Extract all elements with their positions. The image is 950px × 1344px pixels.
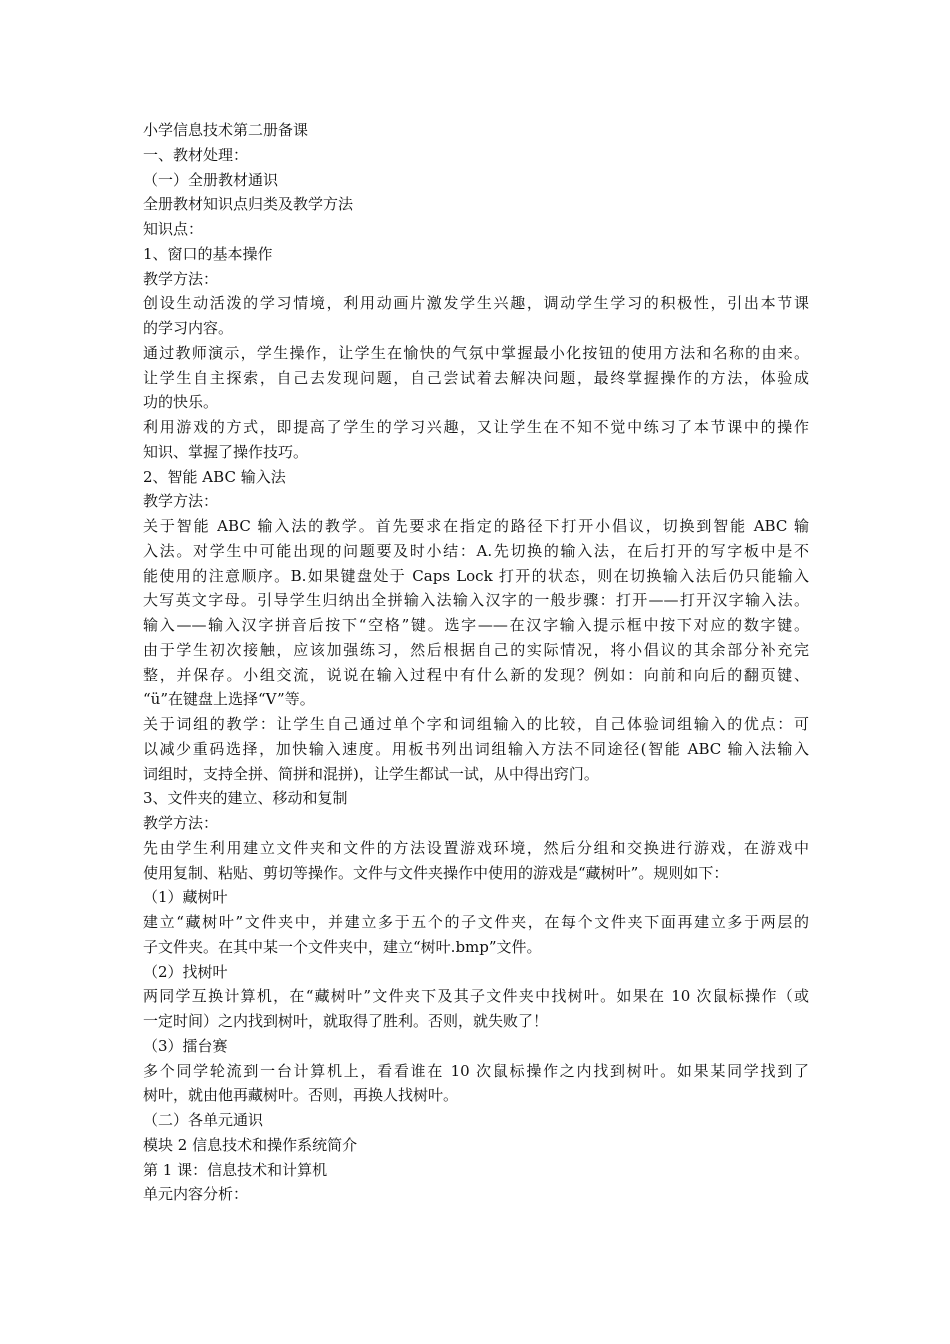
text-line: 由于学生初次接触，应该加强练习，然后根据自己的实际情况，将小倡议的其余部分补充完: [143, 640, 809, 659]
text-line: 模块 2 信息技术和操作系统简介: [143, 1135, 358, 1154]
text-line: 教学方法：: [143, 269, 219, 288]
text-line: 能使用的注意顺序。B.如果键盘处于 Caps Lock 打开的状态，则在切换输入法后仍只能输入: [143, 566, 809, 585]
text-line: 创设生动活泼的学习情境，利用动画片激发学生兴趣，调动学生学习的积极性，引出本节课: [143, 294, 809, 313]
text-line: 知识、掌握了操作技巧。: [143, 442, 309, 461]
text-line: 建立“藏树叶”文件夹中，并建立多于五个的子文件夹，在每个文件夹下面再建立多于两层的: [143, 913, 809, 931]
text-line: 让学生自主探索，自己去发现问题，自己尝试着去解决问题，最终掌握操作的方法，体验成: [143, 368, 809, 387]
text-line: 多个同学轮流到一台计算机上，看看谁在 10 次鼠标操作之内找到树叶。如果某同学找到了: [143, 1061, 809, 1080]
text-line: 知识点：: [143, 220, 204, 238]
text-line: 两同学互换计算机，在“藏树叶”文件夹下及其子文件夹中找树叶。如果在 10 次鼠标操作（或: [143, 987, 809, 1006]
text-line: 一定时间）之内找到树叶，就取得了胜利。否则，就失败了！: [143, 1012, 549, 1030]
text-line: 教学方法：: [143, 814, 219, 832]
text-line: “ü”在键盘上选择“V”等。: [143, 690, 315, 709]
text-line: 全册教材知识点归类及教学方法: [143, 195, 354, 214]
text-line: 词组时，支持全拼、简拼和混拼)，让学生都试一试，从中得出窍门。: [143, 764, 599, 783]
text-line: 子文件夹。在其中某一个文件夹中，建立“树叶.bmp”文件。: [143, 937, 542, 956]
text-line: （一）全册教材通识: [143, 170, 279, 189]
text-line: 关于词组的教学：让学生自己通过单个字和词组输入的比较，自己体验词组输入的优点：可: [143, 715, 809, 733]
text-line: 树叶，就由他再藏树叶。否则，再换人找树叶。: [143, 1086, 459, 1105]
text-line: 教学方法：: [143, 492, 219, 511]
text-line: 入法。对学生中可能出现的问题要及时小结：A.先切换的输入法，在后打开的写字板中是不: [143, 541, 809, 560]
text-line: 一、教材处理：: [143, 145, 249, 164]
text-line: 第 1 课：信息技术和计算机: [143, 1160, 328, 1179]
text-line: 2、智能 ABC 输入法: [143, 467, 286, 486]
text-line: （3）擂台赛: [143, 1036, 228, 1055]
text-line: 以减少重码选择，加快输入速度。用板书列出词组输入方法不同途径(智能 ABC 输入法输入: [143, 739, 809, 758]
text-line: （1）藏树叶: [143, 888, 228, 907]
text-line: 通过教师演示，学生操作，让学生在愉快的气氛中掌握最小化按钮的使用方法和名称的由来。: [143, 343, 809, 362]
text-line: 整，并保存。小组交流，说说在输入过程中有什么新的发现？例如：向前和向后的翻页键、: [143, 665, 809, 684]
text-line: 小学信息技术第二册备课: [143, 121, 309, 139]
text-line: 使用复制、粘贴、剪切等操作。文件与文件夹操作中使用的游戏是“藏树叶”。规则如下：: [143, 863, 729, 882]
text-line: （二）各单元通识: [143, 1111, 264, 1129]
text-line: 输入——输入汉字拼音后按下“空格”键。选字——在汉字输入提示框中按下对应的数字键。: [143, 616, 809, 634]
text-line: 先由学生利用建立文件夹和文件的方法设置游戏环境，然后分组和交换进行游戏，在游戏中: [143, 838, 809, 857]
text-line: 功的快乐。: [143, 393, 219, 412]
text-line: 利用游戏的方式，即提高了学生的学习兴趣，又让学生在不知不觉中练习了本节课中的操作: [143, 418, 809, 436]
text-line: 1、窗口的基本操作: [143, 244, 273, 263]
text-line: 3、文件夹的建立、移动和复制: [143, 789, 348, 808]
text-line: 的学习内容。: [143, 319, 234, 337]
text-line: 关于智能 ABC 输入法的教学。首先要求在指定的路径下打开小倡议，切换到智能 ABC 输: [143, 517, 809, 535]
text-line: 单元内容分析：: [143, 1185, 249, 1204]
text-line: 大写英文字母。引导学生归纳出全拼输入法输入汉字的一般步骤：打开——打开汉字输入法。: [143, 591, 809, 610]
text-line: （2）找树叶: [143, 962, 228, 981]
document-body: [143, 118, 809, 1207]
